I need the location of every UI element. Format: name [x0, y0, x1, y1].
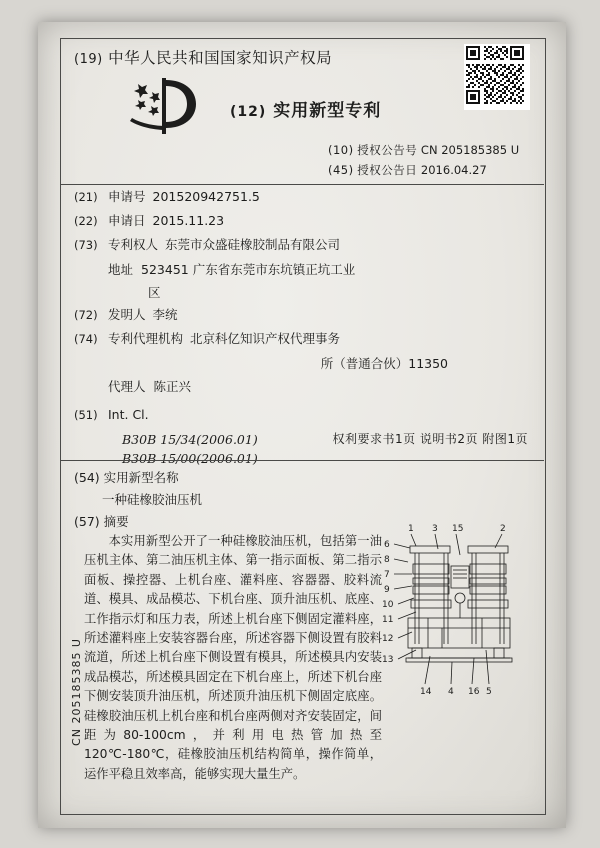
label-application-date: 申请日 — [108, 213, 146, 228]
publication-date — [328, 162, 487, 178]
svg-text:4: 4 — [448, 687, 454, 697]
label-int-cl: Int. Cl. — [108, 407, 149, 422]
svg-text:13: 13 — [382, 655, 394, 665]
pub-number-code: (10) — [328, 143, 354, 157]
int-cl-line-2: B30B 15/00(2006.01) — [122, 451, 258, 466]
doc-type-label: 实用新型专利 — [273, 101, 382, 121]
hydraulic-press-drawing — [382, 522, 532, 697]
publication-number — [328, 142, 519, 158]
utility-model-name: 一种硅橡胶油压机 — [102, 492, 203, 507]
divider-abstract — [60, 460, 544, 461]
code-74: (74) — [74, 332, 98, 346]
pub-date-label: 授权公告日 — [357, 163, 418, 177]
label-patentee: 专利权人 — [108, 237, 159, 252]
value-application-number: 201520942751.5 — [152, 189, 260, 204]
pub-date-value: 2016.04.27 — [420, 163, 487, 177]
field-application-number — [60, 188, 544, 206]
svg-text:14: 14 — [420, 687, 432, 697]
value-inventor: 李统 — [152, 307, 178, 322]
doc-type-code: (12) — [230, 104, 267, 120]
pub-number-value: CN 205185385 U — [420, 143, 520, 157]
label-application-number: 申请号 — [108, 189, 146, 204]
pub-number-label: 授权公告号 — [357, 143, 418, 157]
section-54-header — [74, 468, 179, 486]
value-patentee: 东莞市众盛硅橡胶制品有限公司 — [165, 237, 341, 252]
svg-text:8: 8 — [384, 555, 390, 565]
field-address-line2 — [60, 283, 544, 302]
label-address: 地址 — [108, 262, 134, 277]
label-abstract: 摘要 — [103, 514, 129, 529]
svg-text:12: 12 — [382, 634, 394, 644]
field-application-date — [60, 212, 544, 230]
svg-text:10: 10 — [382, 600, 394, 610]
value-agency-line2: 所（普通合伙）11350 — [320, 356, 448, 371]
value-agency: 北京科亿知识产权代理事务 — [190, 331, 341, 346]
value-address: 523451 广东省东莞市东坑镇正坑工业 — [141, 262, 356, 277]
value-address-line2: 区 — [148, 285, 161, 300]
office-name: 中华人民共和国国家知识产权局 — [108, 49, 333, 67]
svg-text:1: 1 — [408, 524, 414, 534]
value-agent: 陈正兴 — [153, 379, 192, 394]
int-cl-line-1: B30B 15/34(2006.01) — [122, 432, 258, 447]
field-agent — [60, 377, 544, 396]
office-code: (19) — [74, 52, 103, 67]
code-21: (21) — [74, 190, 98, 204]
svg-text:15: 15 — [452, 524, 464, 534]
label-utility-model-name: 实用新型名称 — [103, 470, 179, 485]
claims-pages-line: 权利要求书1页 说明书2页 附图1页 — [332, 432, 528, 446]
field-patentee — [60, 236, 544, 254]
svg-text:11: 11 — [382, 615, 394, 625]
label-agent: 代理人 — [108, 379, 146, 394]
field-int-cl — [60, 406, 544, 424]
code-72: (72) — [74, 308, 98, 322]
label-inventor: 发明人 — [108, 307, 146, 322]
code-73: (73) — [74, 238, 98, 252]
field-inventor — [60, 306, 544, 324]
svg-text:16: 16 — [468, 687, 480, 697]
svg-text:3: 3 — [432, 524, 438, 534]
value-application-date: 2015.11.23 — [152, 213, 225, 228]
page-title — [230, 96, 381, 121]
pub-date-code: (45) — [328, 163, 354, 177]
field-agency-line2 — [60, 354, 544, 373]
national-emblem-icon — [118, 74, 218, 140]
svg-text:2: 2 — [500, 524, 506, 534]
abstract-paragraph: 本实用新型公开了一种硅橡胶油压机，包括第一油压机主体、第二油压机主体、第一指示面板、第二指示面板、操控器、上机台座、灌料座、容器器、胶料流道、模具、成品模芯、下机台座、顶升油压机、底座、工作指示灯和压力表，所述上机台座下侧固定灌料座，所述灌料座上安装容器台座，所述容器下侧设置有胶料流道，所述上机台座下侧设置有模具，所述模具内安装成品模芯，所述模具固定在下机台座上，所述下机台座下侧安装顶升油压机，所述顶升油压机下侧固定底座。硅橡胶油压机上机台座和机台座两侧对齐安装固定，间距为80-100cm，并利用电热管加热至120℃-180℃，硅橡胶油压机结构简单，操作简单，运作平稳且效率高，能够实现大量生产。 — [84, 534, 382, 781]
document-content — [60, 38, 544, 813]
office-line — [74, 46, 332, 68]
svg-text:5: 5 — [486, 687, 492, 697]
label-agency: 专利代理机构 — [108, 331, 184, 346]
bibliographic-block — [60, 188, 544, 468]
svg-text:6: 6 — [384, 540, 390, 550]
svg-text:9: 9 — [384, 585, 390, 595]
field-agency — [60, 330, 544, 348]
qr-code-icon — [464, 44, 530, 110]
code-51: (51) — [74, 408, 98, 422]
field-address — [60, 260, 544, 279]
divider-header — [60, 184, 544, 185]
abstract-text — [84, 532, 382, 784]
code-22: (22) — [74, 214, 98, 228]
section-57-header — [74, 512, 129, 530]
code-54: (54) — [74, 470, 100, 485]
code-57: (57) — [74, 514, 100, 529]
svg-text:7: 7 — [384, 570, 390, 580]
side-publication-code: CN 205185385 U — [70, 638, 83, 746]
